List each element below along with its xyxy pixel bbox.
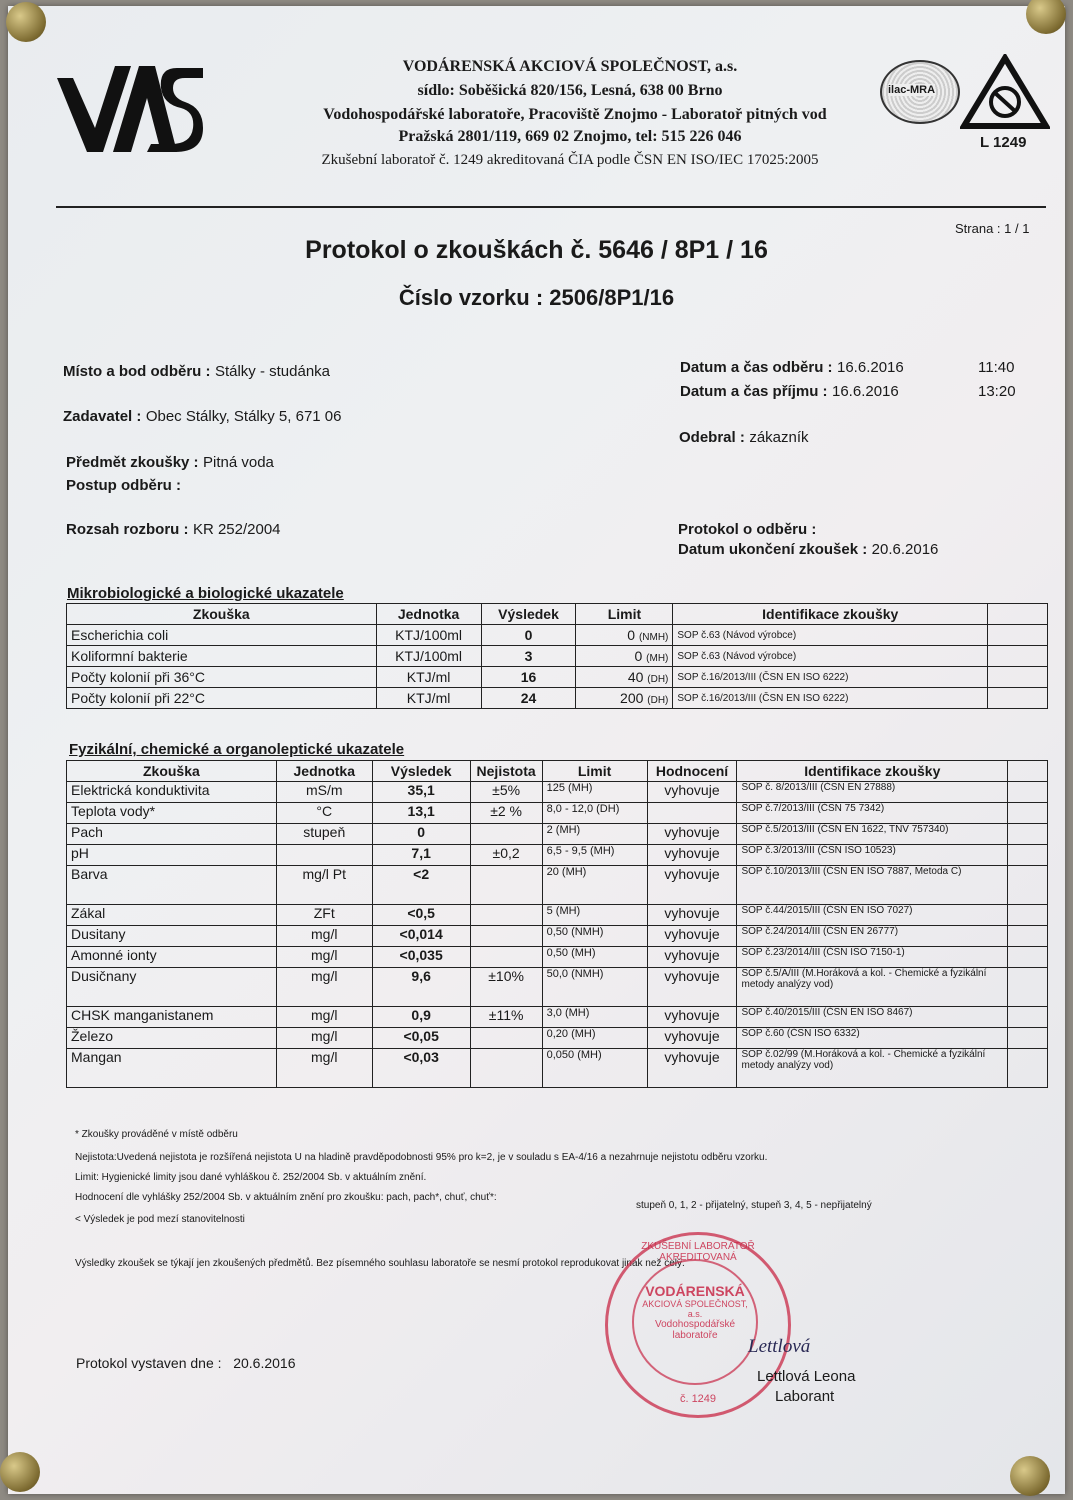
limit-type: (MH) bbox=[555, 905, 581, 917]
table-row bbox=[67, 845, 1048, 866]
table-row bbox=[67, 803, 1048, 824]
limit-value: 20 bbox=[546, 866, 559, 878]
note-limit: Limit: Hygienické limity jsou dané vyhláškou č. 252/2004 Sb. v aktuálním znění. bbox=[75, 1172, 427, 1183]
limit-type: (MH) bbox=[590, 845, 615, 857]
evaluation: vyhovuje bbox=[647, 947, 737, 968]
test-name: Dusičnany bbox=[67, 968, 277, 1007]
evaluation: vyhovuje bbox=[647, 905, 737, 926]
test-name: Mangan bbox=[67, 1049, 277, 1088]
note-below-limit: < Výsledek je pod mezí stanovitelnosti bbox=[75, 1214, 245, 1225]
method: SOP č.63 (Návod výrobce) bbox=[673, 625, 988, 646]
limit bbox=[542, 824, 647, 845]
uncertainty bbox=[470, 1028, 542, 1049]
unit: KTJ/ml bbox=[376, 688, 481, 709]
signer-name: Lettlová Leona bbox=[757, 1368, 856, 1385]
column-header: Výsledek bbox=[481, 604, 576, 625]
empty-cell bbox=[1008, 926, 1048, 947]
sampling-time: 11:40 bbox=[978, 359, 1015, 376]
table-row bbox=[67, 968, 1048, 1007]
sampled-by: Odebral : zákazník bbox=[679, 429, 809, 446]
method: SOP č.3/2013/III (ČSN ISO 10523) bbox=[737, 845, 1008, 866]
limit bbox=[542, 803, 647, 824]
test-name: Dusitany bbox=[67, 926, 277, 947]
column-header: Hodnocení bbox=[647, 761, 737, 782]
table-row bbox=[67, 905, 1048, 926]
lab-name: Vodohospodářské laboratoře, Pracoviště Znojmo - Laboratoř pitných vod bbox=[323, 106, 827, 123]
pin-bottom-right bbox=[1010, 1456, 1050, 1496]
uncertainty: ±0,2 bbox=[470, 845, 542, 866]
receipt-datetime: Datum a čas příjmu : 16.6.2016 bbox=[680, 383, 899, 400]
table-row bbox=[67, 646, 1048, 667]
note-evaluation-scale: stupeň 0, 1, 2 - přijatelný, stupeň 3, 4, 5 - nepřijatelný bbox=[636, 1200, 872, 1211]
sampling-protocol: Protokol o odběru : bbox=[678, 521, 817, 538]
empty-cell bbox=[1008, 1028, 1048, 1049]
limit bbox=[542, 947, 647, 968]
limit-value: 6,5 - 9,5 bbox=[546, 845, 587, 857]
limit bbox=[542, 845, 647, 866]
limit bbox=[576, 688, 673, 709]
limit-type: (MH) bbox=[571, 1028, 596, 1040]
uncertainty bbox=[470, 824, 542, 845]
uncertainty: ±2 % bbox=[470, 803, 542, 824]
lab-address: Pražská 2801/119, 669 02 Znojmo, tel: 515 226 046 bbox=[398, 128, 742, 145]
test-name: Počty kolonií při 36°C bbox=[67, 667, 377, 688]
empty-cell bbox=[1008, 947, 1048, 968]
unit: KTJ/100ml bbox=[376, 625, 481, 646]
limit-value: 50,0 bbox=[546, 968, 569, 980]
limit-type: (MH) bbox=[577, 1049, 602, 1061]
limit bbox=[542, 782, 647, 803]
sampling-place: Místo a bod odběru : Stálky - studánka bbox=[63, 363, 331, 380]
receipt-time: 13:20 bbox=[978, 383, 1016, 400]
result: 3 bbox=[481, 646, 576, 667]
limit-value: 0,050 bbox=[546, 1049, 575, 1061]
vas-logo bbox=[55, 58, 205, 158]
limit-value: 5 bbox=[546, 905, 553, 917]
test-name: Elektrická konduktivita bbox=[67, 782, 277, 803]
unit: stupeň bbox=[276, 824, 372, 845]
unit: KTJ/ml bbox=[376, 667, 481, 688]
unit: mg/l Pt bbox=[276, 866, 372, 905]
tests-end-date: Datum ukončení zkoušek : 20.6.2016 bbox=[678, 541, 939, 558]
method: SOP č.24/2014/III (ČSN EN 26777) bbox=[737, 926, 1008, 947]
note-uncertainty: Nejistota:Uvedená nejistota je rozšířená nejistota U na hladině pravděpodobnosti 95% pro k=2, je v souladu s EA-4/16 a nezahrnuje nejistotu odběru vzorku. bbox=[75, 1152, 768, 1163]
limit-type: (DH) bbox=[647, 695, 669, 706]
uncertainty bbox=[470, 905, 542, 926]
result: <0,03 bbox=[372, 1049, 470, 1088]
empty-cell bbox=[1008, 968, 1048, 1007]
empty-cell bbox=[988, 688, 1048, 709]
test-name: Zákal bbox=[67, 905, 277, 926]
column-header: Zkouška bbox=[67, 604, 377, 625]
empty-cell bbox=[988, 625, 1048, 646]
limit bbox=[542, 1049, 647, 1088]
header-divider bbox=[56, 206, 1046, 208]
table-row bbox=[67, 866, 1048, 905]
limit bbox=[542, 905, 647, 926]
limit-type: (MH) bbox=[561, 866, 587, 878]
limit bbox=[542, 866, 647, 905]
limit-type: (NMH) bbox=[571, 968, 604, 980]
unit: ZFt bbox=[276, 905, 372, 926]
evaluation: vyhovuje bbox=[647, 824, 737, 845]
limit-value: 0,20 bbox=[546, 1028, 569, 1040]
svg-text:VAS: VAS bbox=[129, 157, 131, 158]
unit bbox=[276, 845, 372, 866]
signature: Lettlová bbox=[748, 1336, 811, 1357]
evaluation: vyhovuje bbox=[647, 866, 737, 905]
pin-top-left bbox=[6, 2, 46, 42]
unit: mg/l bbox=[276, 1028, 372, 1049]
unit: mg/l bbox=[276, 947, 372, 968]
method: SOP č.16/2013/III (ČSN EN ISO 6222) bbox=[673, 667, 988, 688]
method: SOP č.7/2013/III (ČSN 75 7342) bbox=[737, 803, 1008, 824]
test-name: Železo bbox=[67, 1028, 277, 1049]
column-header: Limit bbox=[576, 604, 673, 625]
evaluation: vyhovuje bbox=[647, 845, 737, 866]
table-row bbox=[67, 625, 1048, 646]
limit-value: 0 bbox=[627, 627, 636, 643]
note-reproduction: Výsledky zkoušek se týkají jen zkoušených předmětů. Bez písemného souhlasu laboratoře se nesmí protokol reprodukovat jinak než celý. bbox=[75, 1258, 685, 1269]
method: SOP č.02/99 (M.Horáková a kol. - Chemické a fyzikální metody analýzy vod) bbox=[737, 1049, 1008, 1088]
limit bbox=[576, 667, 673, 688]
result: 16 bbox=[481, 667, 576, 688]
method: SOP č.5/2013/III (ČSN EN 1622, TNV 757340) bbox=[737, 824, 1008, 845]
chem-table bbox=[66, 760, 1048, 1088]
cia-logo bbox=[960, 54, 1050, 134]
subject: Předmět zkoušky : Pitná voda bbox=[66, 454, 274, 471]
scope: Rozsah rozboru : KR 252/2004 bbox=[66, 521, 281, 538]
unit: mS/m bbox=[276, 782, 372, 803]
sampling-datetime: Datum a čas odběru : 16.6.2016 bbox=[680, 359, 904, 376]
result: 24 bbox=[481, 688, 576, 709]
limit-type: (DH) bbox=[647, 674, 669, 685]
empty-cell bbox=[1008, 803, 1048, 824]
table-row bbox=[67, 1028, 1048, 1049]
method: SOP č.60 (ČSN ISO 6332) bbox=[737, 1028, 1008, 1049]
limit bbox=[576, 625, 673, 646]
method: SOP č.10/2013/III (ČSN EN ISO 7887, Metoda C) bbox=[737, 866, 1008, 905]
result: 35,1 bbox=[372, 782, 470, 803]
unit: mg/l bbox=[276, 1049, 372, 1088]
result: <0,5 bbox=[372, 905, 470, 926]
result: 7,1 bbox=[372, 845, 470, 866]
result: <0,05 bbox=[372, 1028, 470, 1049]
empty-cell bbox=[1008, 1049, 1048, 1088]
evaluation bbox=[647, 803, 737, 824]
limit-value: 3,0 bbox=[546, 1007, 562, 1019]
column-header: Nejistota bbox=[470, 761, 542, 782]
limit-value: 2 bbox=[546, 824, 553, 836]
limit bbox=[542, 926, 647, 947]
page-number: Strana : 1 / 1 bbox=[955, 221, 1030, 236]
unit: mg/l bbox=[276, 926, 372, 947]
table-row bbox=[67, 688, 1048, 709]
uncertainty: ±10% bbox=[470, 968, 542, 1007]
result: 0,9 bbox=[372, 1007, 470, 1028]
issue-date: Protokol vystaven dne : 20.6.2016 bbox=[76, 1355, 296, 1371]
table-row bbox=[67, 782, 1048, 803]
test-name: CHSK manganistanem bbox=[67, 1007, 277, 1028]
empty-cell bbox=[1008, 866, 1048, 905]
result: 0 bbox=[372, 824, 470, 845]
limit-type: (MH) bbox=[568, 782, 593, 794]
micro-heading: Mikrobiologické a biologické ukazatele bbox=[67, 585, 344, 602]
chem-heading: Fyzikální, chemické a organoleptické ukazatele bbox=[69, 741, 405, 758]
limit-type: (NMH) bbox=[638, 632, 669, 643]
company-name: VODÁRENSKÁ AKCIOVÁ SPOLEČNOST, a.s. bbox=[402, 58, 738, 75]
table-row bbox=[67, 926, 1048, 947]
method: SOP č. 8/2013/III (ČSN EN 27888) bbox=[737, 782, 1008, 803]
empty-cell bbox=[1008, 824, 1048, 845]
note-on-site: * Zkoušky prováděné v místě odběru bbox=[75, 1129, 238, 1140]
evaluation: vyhovuje bbox=[647, 926, 737, 947]
empty-cell bbox=[1008, 905, 1048, 926]
table-row bbox=[67, 667, 1048, 688]
result: 13,1 bbox=[372, 803, 470, 824]
uncertainty bbox=[470, 1049, 542, 1088]
column-header: Limit bbox=[542, 761, 647, 782]
method: SOP č.40/2015/III (ČSN EN ISO 8467) bbox=[737, 1007, 1008, 1028]
empty-cell bbox=[988, 667, 1048, 688]
table-row bbox=[67, 1007, 1048, 1028]
column-header-empty bbox=[988, 604, 1048, 625]
company-seat: sídlo: Soběšická 820/156, Lesná, 638 00 Brno bbox=[417, 82, 723, 99]
evaluation: vyhovuje bbox=[647, 1007, 737, 1028]
method: SOP č.63 (Návod výrobce) bbox=[673, 646, 988, 667]
protocol-title: Protokol o zkouškách č. 5646 / 8P1 / 16 bbox=[305, 236, 768, 264]
test-name: Pach bbox=[67, 824, 277, 845]
uncertainty: ±5% bbox=[470, 782, 542, 803]
test-name: Koliformní bakterie bbox=[67, 646, 377, 667]
test-name: Barva bbox=[67, 866, 277, 905]
method: SOP č.44/2015/III (ČSN EN ISO 7027) bbox=[737, 905, 1008, 926]
pin-bottom-left bbox=[0, 1452, 40, 1492]
column-header: Zkouška bbox=[67, 761, 277, 782]
limit-value: 0 bbox=[634, 648, 643, 664]
test-name: pH bbox=[67, 845, 277, 866]
cia-code: L 1249 bbox=[980, 134, 1027, 151]
empty-cell bbox=[1008, 845, 1048, 866]
empty-cell bbox=[988, 646, 1048, 667]
procedure: Postup odběru : bbox=[66, 477, 181, 494]
unit: °C bbox=[276, 803, 372, 824]
unit: mg/l bbox=[276, 1007, 372, 1028]
empty-cell bbox=[1008, 1007, 1048, 1028]
limit-type: (NMH) bbox=[571, 926, 604, 938]
limit-value: 8,0 - 12,0 bbox=[546, 803, 594, 815]
limit-type: (MH) bbox=[646, 653, 669, 664]
limit-value: 0,50 bbox=[546, 926, 569, 938]
table-row bbox=[67, 947, 1048, 968]
unit: mg/l bbox=[276, 968, 372, 1007]
result: 0 bbox=[481, 625, 576, 646]
evaluation: vyhovuje bbox=[647, 1028, 737, 1049]
limit bbox=[542, 1007, 647, 1028]
micro-table bbox=[66, 603, 1048, 709]
lab-stamp: ZKUŠEBNÍ LABORATOŘ AKREDITOVANÁ VODÁRENSKÁ AKCIOVÁ SPOLEČNOST, a.s. Vodohospodářské laboratoře č. 1249 bbox=[605, 1232, 791, 1418]
sample-number: Číslo vzorku : 2506/8P1/16 bbox=[398, 285, 675, 310]
limit-type: (MH) bbox=[564, 1007, 590, 1019]
uncertainty bbox=[470, 947, 542, 968]
client: Zadavatel : Obec Stálky, Stálky 5, 671 06 bbox=[63, 408, 342, 425]
empty-cell bbox=[1008, 782, 1048, 803]
column-header: Identifikace zkoušky bbox=[673, 604, 988, 625]
limit-type: (MH) bbox=[571, 947, 596, 959]
limit-value: 40 bbox=[627, 669, 644, 685]
method: SOP č.23/2014/III (ČSN ISO 7150-1) bbox=[737, 947, 1008, 968]
table-row bbox=[67, 824, 1048, 845]
result: <2 bbox=[372, 866, 470, 905]
accreditation: Zkušební laboratoř č. 1249 akreditovaná ČIA podle ČSN EN ISO/IEC 17025:2005 bbox=[321, 152, 819, 168]
method: SOP č.5/A/III (M.Horáková a kol. - Chemické a fyzikální metody analýzy vod) bbox=[737, 968, 1008, 1007]
uncertainty bbox=[470, 926, 542, 947]
ilac-logo: ilac-MRA bbox=[880, 60, 960, 124]
uncertainty: ±11% bbox=[470, 1007, 542, 1028]
test-name: Escherichia coli bbox=[67, 625, 377, 646]
evaluation: vyhovuje bbox=[647, 782, 737, 803]
limit bbox=[542, 1028, 647, 1049]
uncertainty bbox=[470, 866, 542, 905]
result: 9,6 bbox=[372, 968, 470, 1007]
limit-type: (MH) bbox=[555, 824, 581, 836]
evaluation: vyhovuje bbox=[647, 968, 737, 1007]
method: SOP č.16/2013/III (ČSN EN ISO 6222) bbox=[673, 688, 988, 709]
limit-value: 0,50 bbox=[546, 947, 569, 959]
result: <0,014 bbox=[372, 926, 470, 947]
test-name: Teplota vody* bbox=[67, 803, 277, 824]
signer-role: Laborant bbox=[775, 1388, 835, 1405]
limit bbox=[576, 646, 673, 667]
column-header: Jednotka bbox=[276, 761, 372, 782]
limit-value: 200 bbox=[620, 690, 644, 706]
evaluation: vyhovuje bbox=[647, 1049, 737, 1088]
limit-type: (DH) bbox=[596, 803, 620, 815]
unit: KTJ/100ml bbox=[376, 646, 481, 667]
column-header: Výsledek bbox=[372, 761, 470, 782]
test-name: Amonné ionty bbox=[67, 947, 277, 968]
limit bbox=[542, 968, 647, 1007]
limit-value: 125 bbox=[546, 782, 565, 794]
result: <0,035 bbox=[372, 947, 470, 968]
column-header: Jednotka bbox=[376, 604, 481, 625]
test-name: Počty kolonií při 22°C bbox=[67, 688, 377, 709]
column-header-empty bbox=[1008, 761, 1048, 782]
table-row bbox=[67, 1049, 1048, 1088]
column-header: Identifikace zkoušky bbox=[737, 761, 1008, 782]
note-evaluation: Hodnocení dle vyhlášky 252/2004 Sb. v aktuálním znění pro zkoušku: pach, pach*, chuť, chuť*: bbox=[75, 1192, 497, 1203]
